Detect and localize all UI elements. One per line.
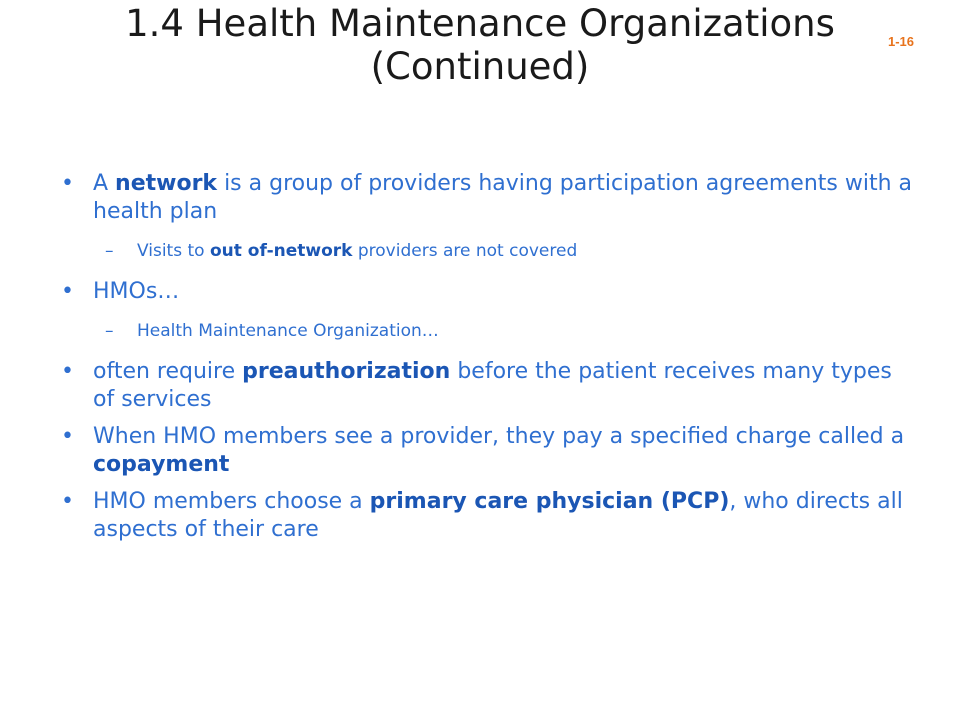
- keyword-pcp: primary care physician (PCP): [369, 489, 730, 514]
- bullet-text: When HMO members see a provider, they pay a specified charge called a: [93, 424, 905, 449]
- bullet-copayment: [60, 423, 920, 479]
- keyword-out-of-network: out of-network: [209, 241, 353, 261]
- bullet-text: is a group of providers having participation agreements with a health plan: [93, 171, 913, 224]
- slide-number: 1-16: [888, 34, 915, 49]
- keyword-preauthorization: preauthorization: [242, 359, 451, 384]
- keyword-copayment: copayment: [93, 452, 230, 477]
- subbullet-hmo-definition: [60, 320, 920, 342]
- subbullet-out-of-network: [60, 240, 920, 262]
- bullet-marker: •: [61, 359, 74, 384]
- bullet-text: HMO members choose a: [93, 489, 370, 514]
- subbullet-text: Visits to: [137, 241, 210, 261]
- title-line-2: (Continued): [370, 45, 590, 88]
- bullet-text: A: [93, 171, 116, 196]
- bullet-network: [60, 170, 920, 226]
- bullet-marker: •: [61, 279, 74, 304]
- bullet-hmos: [60, 278, 920, 306]
- bullet-text: often require: [93, 359, 243, 384]
- bullet-text: , who directs all aspects of their care: [93, 489, 903, 542]
- title-line-1: 1.4 Health Maintenance Organizations: [125, 2, 835, 45]
- subbullet-text: Health Maintenance Organization…: [137, 321, 439, 341]
- dash-marker: –: [105, 241, 114, 261]
- bullet-preauthorization: [60, 358, 920, 414]
- bullet-text: HMOs…: [93, 279, 180, 304]
- slide-title: [40, 2, 920, 88]
- bullet-list: [60, 170, 920, 544]
- subbullet-text: providers are not covered: [352, 241, 578, 261]
- bullet-marker: •: [61, 489, 74, 514]
- bullet-text: before the patient receives many types of services: [93, 359, 892, 412]
- dash-marker: –: [105, 321, 114, 341]
- bullet-marker: •: [61, 424, 74, 449]
- bullet-marker: •: [61, 171, 74, 196]
- keyword-network: network: [115, 171, 218, 196]
- bullet-pcp: [60, 488, 920, 544]
